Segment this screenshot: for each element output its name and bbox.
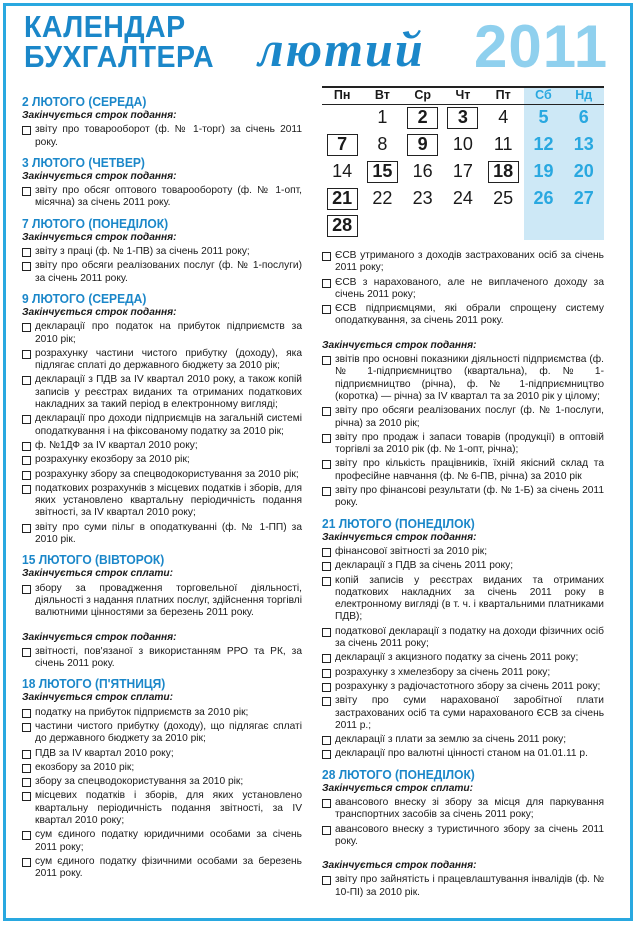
checklist-item <box>322 560 604 572</box>
checkbox[interactable] <box>322 826 331 835</box>
deadline-type-label: Закінчується строк подання: <box>322 531 477 543</box>
title-line-1: КАЛЕНДАР <box>24 9 186 44</box>
deadline-date-heading: 15 ЛЮТОГО (ВІВТОРОК) <box>22 552 165 568</box>
calendar-empty-cell <box>362 212 402 239</box>
calendar-day: 24 <box>452 188 473 208</box>
checkbox[interactable] <box>22 524 31 533</box>
calendar-day-deadline <box>403 131 443 158</box>
checkbox[interactable] <box>22 778 31 787</box>
calendar-day: 12 <box>533 134 554 154</box>
checklist-item-text: податку на прибуток підприємств за 2010 рік; <box>35 706 249 718</box>
checkbox[interactable] <box>22 831 31 840</box>
calendar-day-number: 15 <box>367 161 398 183</box>
deadline-type-label: Закінчується строк подання: <box>22 631 177 643</box>
deadline-type-label: Закінчується строк подання: <box>22 306 177 318</box>
checkbox[interactable] <box>22 126 31 135</box>
checklist-item-text: збору за провадження торговельної діяльності, діяльності з надання платних послуг, здійснення торгівлі валютними цінностями за березень 2011 року. <box>35 582 302 619</box>
calendar-day: 1 <box>377 107 388 127</box>
checklist-item-text: звітів про основні показники діяльності підприємства (ф. № 1-підприємництво (квартальна), ф. № 1-підприємництво (річна), ф. № 1-підприємництво (коротка) — річна) за IV квартал та за 2010 рік у цілому; <box>335 354 604 402</box>
checklist-item-text: звіту про суми нарахованої заробітної плати застрахованих осіб та суми нарахованого ЄСВ за січень 2011 р.; <box>335 695 604 731</box>
checklist-item <box>322 626 604 651</box>
checklist-item <box>322 277 604 302</box>
checkbox[interactable] <box>22 376 31 385</box>
checkbox[interactable] <box>322 736 331 745</box>
checklist-item <box>322 303 604 328</box>
calendar-day: 16 <box>412 161 433 181</box>
checklist-item <box>22 856 302 881</box>
checkbox[interactable] <box>22 485 31 494</box>
checkbox[interactable] <box>22 858 31 867</box>
checkbox[interactable] <box>322 487 331 496</box>
calendar-day: 25 <box>493 188 514 208</box>
checkbox[interactable] <box>22 709 31 718</box>
checkbox[interactable] <box>22 323 31 332</box>
calendar-day-deadline <box>322 212 362 239</box>
checklist-item-text: місцевих податків і зборів, для яких установлено квартальну періодичність подання звітності, за IV квартал 2010 року; <box>35 790 302 827</box>
checklist-item <box>22 469 302 481</box>
calendar-day-number: 18 <box>488 161 519 183</box>
month-name: лютий <box>258 21 425 77</box>
checklist-item-text: звіту про обсяг оптового товарообороту (ф. № 1-опт, місячна) за січень 2011 року. <box>35 185 302 209</box>
checklist-item <box>22 246 302 258</box>
checklist-item <box>22 348 302 373</box>
checkbox[interactable] <box>22 723 31 732</box>
checklist-item-text: сум єдиного податку юридичними особами за січень 2011 року; <box>35 829 302 853</box>
calendar-day-deadline <box>403 104 443 131</box>
checkbox[interactable] <box>22 262 31 271</box>
checklist-item-text: авансового внеску зі збору за місця для паркування транспортних засобів за січень 2011 року; <box>335 796 604 821</box>
checklist-item-text: звітності, пов'язаної з використанням РРО та РК, за січень 2011 року. <box>35 645 302 670</box>
deadline-type-label: Закінчується строк сплати: <box>322 782 474 794</box>
calendar-day-deadline <box>443 104 483 131</box>
checklist-item <box>322 250 604 275</box>
calendar-day: 5 <box>538 107 549 127</box>
checkbox[interactable] <box>22 750 31 759</box>
block-spacer <box>22 622 302 631</box>
deadline-date-heading: 7 ЛЮТОГО (ПОНЕДІЛОК) <box>22 215 169 231</box>
checkbox[interactable] <box>22 415 31 424</box>
deadline-type-label: Закінчується строк подання: <box>322 339 477 351</box>
checklist-item <box>322 681 604 693</box>
weekday-header: Пт <box>495 88 511 102</box>
checklist-item <box>22 748 302 760</box>
checklist-item-text: розрахунку з хмелезбору за січень 2011 року; <box>335 666 551 678</box>
checkbox[interactable] <box>22 792 31 801</box>
deadline-date-heading: 21 ЛЮТОГО (ПОНЕДІЛОК) <box>322 515 475 531</box>
checklist-item-text: декларації з плати за землю за січень 2011 року; <box>335 734 567 746</box>
checklist-item <box>322 485 604 510</box>
checklist-item <box>322 748 604 760</box>
deadline-date-heading: 2 ЛЮТОГО (СЕРЕДА) <box>22 94 147 109</box>
checklist-item-text: декларації з акцизного податку за січень 2011 року; <box>335 652 579 664</box>
checkbox[interactable] <box>22 350 31 359</box>
block-spacer <box>322 330 604 339</box>
checklist-item <box>322 432 604 457</box>
calendar-day: 22 <box>372 188 393 208</box>
calendar-day-deadline <box>362 158 402 185</box>
checklist-item-text: ЄСВ з нарахованого, але не виплаченого доходу за січень 2011 року; <box>335 276 604 300</box>
checklist-item-text: декларації про доходи підприємців на загальній системі оподаткування і на фіксованому податку за 2010 рік; <box>35 413 302 437</box>
deadline-type-label: Закінчується строк подання: <box>22 170 177 182</box>
calendar-empty-cell <box>443 212 483 239</box>
checkbox[interactable] <box>22 456 31 465</box>
calendar-day: 27 <box>573 188 594 208</box>
deadline-type-label: Закінчується строк сплати: <box>22 568 174 580</box>
checklist-item <box>22 646 302 671</box>
left-column <box>22 88 302 883</box>
checkbox[interactable] <box>22 764 31 773</box>
checklist-item <box>22 829 302 854</box>
calendar-day: 14 <box>332 161 353 181</box>
checklist-item-text: сум єдиного податку фізичними особами за березень 2011 року. <box>35 855 302 880</box>
checklist-item-text: ПДВ за IV квартал 2010 року; <box>35 747 174 759</box>
checklist-item-text: екозбору за 2010 рік; <box>35 761 135 773</box>
deadline-type-label: Закінчується строк сплати: <box>22 692 174 704</box>
calendar-day-deadline <box>483 158 523 185</box>
calendar-day: 19 <box>533 161 554 181</box>
checklist-item <box>22 454 302 466</box>
checklist-item-text: звіту про суми пільг в оподаткуванні (ф. № 1-ПП) за 2010 рік. <box>35 521 302 546</box>
checkbox[interactable] <box>22 585 31 594</box>
checklist-item <box>22 790 302 827</box>
checkbox[interactable] <box>322 628 331 637</box>
checklist-item-text: розрахунку збору за спецводокористування за 2010 рік; <box>35 468 299 480</box>
checklist-item-text: звіту про товарооборот (ф. № 1-торг) за січень 2011 року. <box>35 124 302 148</box>
checklist-item-text: податкової декларації з податку на доходи фізичних осіб за січень 2011 року; <box>335 625 604 650</box>
checklist-item-text: ЄСВ утриманого з доходів застрахованих осіб за січень 2011 року; <box>335 250 604 274</box>
checklist-item-text: декларації з ПДВ за січень 2011 року; <box>335 560 514 572</box>
checklist-item <box>22 374 302 411</box>
calendar-day: 23 <box>412 188 433 208</box>
calendar-day: 6 <box>578 107 589 127</box>
checklist-item-text: розрахунку частини чистого прибутку (доходу), яка підлягає сплаті до державного бюджету за 2010 рік; <box>35 347 302 372</box>
checklist-item-text: ЄСВ підприємцями, які обрали спрощену систему оподаткування, за січень 2011 року. <box>335 303 604 327</box>
calendar-empty-cell <box>322 104 362 131</box>
checkbox[interactable] <box>322 434 331 443</box>
checkbox[interactable] <box>322 697 331 706</box>
checklist-item-text: розрахунку з радіочастотного збору за січень 2011 року; <box>335 680 601 692</box>
weekday-header: Ср <box>414 88 431 102</box>
checklist-item <box>22 583 302 620</box>
calendar-day-deadline <box>322 131 362 158</box>
checklist-item <box>322 575 604 624</box>
month-calendar <box>322 86 604 240</box>
calendar-empty-cell <box>403 212 443 239</box>
deadline-date-heading: 28 ЛЮТОГО (ПОНЕДІЛОК) <box>322 766 475 782</box>
checklist-item <box>22 440 302 452</box>
year: 2011 <box>474 13 609 80</box>
checklist-item-text: звіту про обсяги реалізованих послуг (ф. № 1-послуги, річна) за 2010 рік; <box>335 405 604 429</box>
calendar-day: 8 <box>377 134 388 154</box>
checklist-item-text: декларації про валютні цінності станом на 01.01.11 р. <box>335 748 588 760</box>
checkbox[interactable] <box>322 876 331 885</box>
calendar-day: 17 <box>452 161 473 181</box>
checklist-item <box>22 321 302 346</box>
calendar-day-number: 2 <box>407 107 438 129</box>
deadline-date-heading: 9 ЛЮТОГО (СЕРЕДА) <box>22 290 147 306</box>
calendar-day: 4 <box>498 107 509 127</box>
checklist-item-text: звіту про продаж і запаси товарів (продукції) в оптовій торгівлі за 2010 рік (ф. № 1-опт, річна); <box>335 431 604 456</box>
checklist-item-text: авансового внеску з туристичного збору за січень 2011 року. <box>335 823 604 847</box>
checkbox[interactable] <box>322 305 331 314</box>
checklist-item-text: звіту з праці (ф. № 1-ПВ) за січень 2011 року; <box>35 246 250 258</box>
weekday-header: Пн <box>333 88 351 102</box>
calendar-day-deadline <box>322 185 362 212</box>
title-line-2: БУХГАЛТЕРА <box>24 39 215 74</box>
checkbox[interactable] <box>322 356 331 365</box>
checklist-item-text: збору за спецводокористування за 2010 рік; <box>35 776 244 788</box>
calendar-empty-cell <box>523 212 563 239</box>
block-spacer <box>322 850 604 859</box>
checklist-item-text: частини чистого прибутку (доходу), що підлягає сплаті до державного бюджету за 2010 рік; <box>35 720 302 745</box>
checklist-item-text: ф. №1ДФ за IV квартал 2010 року; <box>35 439 198 451</box>
checklist-item <box>322 354 604 403</box>
checklist-item-text: фінансової звітності за 2010 рік; <box>335 545 488 557</box>
calendar-day: 26 <box>533 188 554 208</box>
checklist-item <box>322 824 604 849</box>
checklist-item <box>22 483 302 520</box>
checklist-item <box>322 546 604 558</box>
checkbox[interactable] <box>322 750 331 759</box>
weekday-header: Чт <box>455 88 471 102</box>
checkbox[interactable] <box>22 248 31 257</box>
checklist-item-text: розрахунку екозбору за 2010 рік; <box>35 454 190 466</box>
checkbox[interactable] <box>322 654 331 663</box>
checklist-item <box>22 707 302 719</box>
calendar-day: 20 <box>573 161 594 181</box>
checklist-item <box>22 124 302 149</box>
checkbox[interactable] <box>322 548 331 557</box>
weekday-header: Сб <box>535 88 552 102</box>
checkbox[interactable] <box>322 407 331 416</box>
checklist-item <box>322 652 604 664</box>
calendar-day-number: 7 <box>327 134 358 156</box>
calendar-day-number: 21 <box>327 188 358 210</box>
checklist-item-text: звіту про обсяги реалізованих послуг (ф. № 1-послуги) за січень 2011 року. <box>35 260 302 284</box>
checkbox[interactable] <box>322 562 331 571</box>
calendar-empty-cell <box>483 212 523 239</box>
calendar-day-number: 9 <box>407 134 438 156</box>
checklist-item <box>22 522 302 547</box>
deadline-type-label: Закінчується строк подання: <box>22 110 177 121</box>
checkbox[interactable] <box>322 669 331 678</box>
calendar-day: 11 <box>493 134 513 154</box>
calendar-grid <box>322 86 604 239</box>
checklist-item-text: звіту про кількість працівників, їхній якісний склад та професійне навчання (ф. № 6-ПВ, річна) за 2010 рік <box>335 458 604 482</box>
calendar-day: 13 <box>573 134 594 154</box>
calendar-day-number: 28 <box>327 215 358 237</box>
checkbox[interactable] <box>322 252 331 261</box>
checklist-item <box>22 185 302 210</box>
checkbox[interactable] <box>322 799 331 808</box>
checkbox[interactable] <box>322 279 331 288</box>
checkbox[interactable] <box>22 471 31 480</box>
checklist-item <box>22 721 302 746</box>
deadline-type-label: Закінчується строк подання: <box>22 231 177 243</box>
checklist-item <box>322 667 604 679</box>
deadline-date-heading: 18 ЛЮТОГО (П'ЯТНИЦЯ) <box>22 676 166 692</box>
checklist-item <box>22 776 302 788</box>
checkbox[interactable] <box>322 683 331 692</box>
checklist-item-text: звіту про зайнятість і працевлаштування інвалідів (ф. № 10-ПІ) за 2010 рік. <box>335 874 604 898</box>
checklist-item-text: декларації про податок на прибуток підприємств за 2010 рік; <box>35 321 302 345</box>
calendar-day: 10 <box>452 134 473 154</box>
checklist-item <box>22 260 302 285</box>
deadline-type-label: Закінчується строк подання: <box>322 860 477 872</box>
page-title <box>24 9 215 74</box>
calendar-empty-cell <box>564 212 604 239</box>
checkbox[interactable] <box>322 460 331 469</box>
checklist-item <box>22 762 302 774</box>
checklist-item-text: копій записів у реєстрах виданих та отриманих податкових накладних за січень 2011 року в електронному вигляді (в т. ч. і квартальними платниками ПДВ); <box>335 574 604 623</box>
checklist-item <box>322 874 604 899</box>
checklist-item <box>322 797 604 822</box>
checklist-item <box>322 458 604 483</box>
right-column <box>322 250 604 901</box>
checklist-item <box>322 695 604 732</box>
checklist-item-text: податкових розрахунків з місцевих податків і зборів, для яких установлено квартальну періодичність подання звітності, за IV квартал 2010 року; <box>35 482 302 519</box>
weekday-header: Нд <box>575 88 593 102</box>
checkbox[interactable] <box>22 648 31 657</box>
checkbox[interactable] <box>22 442 31 451</box>
checkbox[interactable] <box>322 577 331 586</box>
checklist-item <box>322 405 604 430</box>
checklist-item-text: декларації з ПДВ за IV квартал 2010 року, а також копій записів у реєстрах виданих та отриманих податкових накладних за такий період в електронному вигляді; <box>35 374 302 411</box>
checklist-item-text: звіту про фінансові результати (ф. № 1-Б) за січень 2011 року. <box>335 485 604 509</box>
calendar-day-number: 3 <box>447 107 478 129</box>
checklist-item <box>22 413 302 438</box>
checkbox[interactable] <box>22 187 31 196</box>
checklist-item <box>322 734 604 746</box>
deadline-date-heading: 3 ЛЮТОГО (ЧЕТВЕР) <box>22 154 145 170</box>
weekday-header: Вт <box>374 88 390 102</box>
